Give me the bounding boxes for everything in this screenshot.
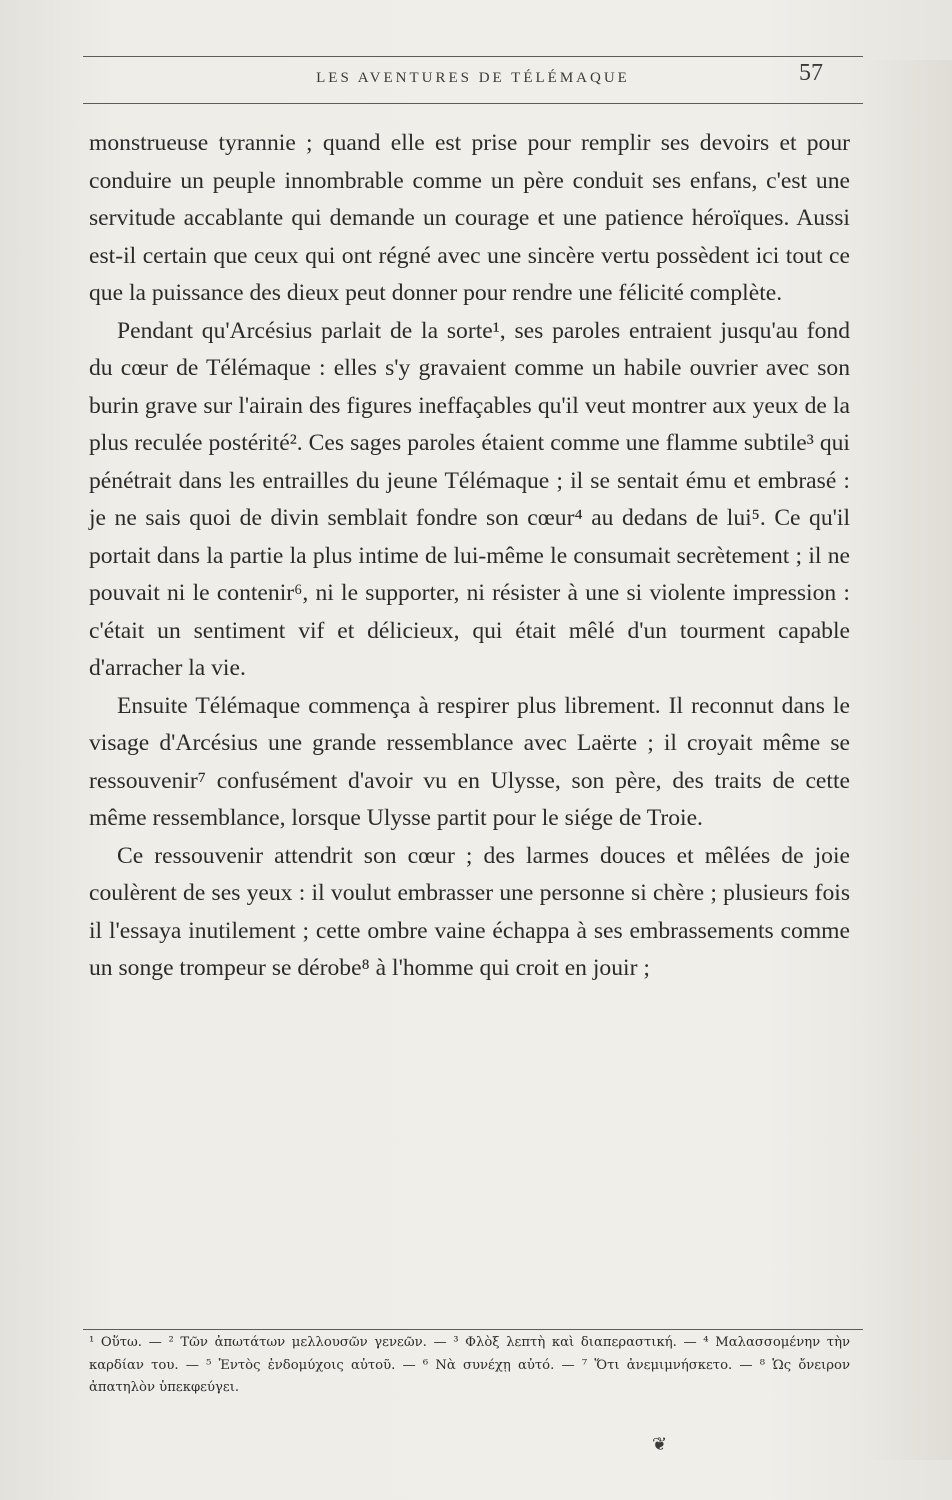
ornament-icon: ❦ xyxy=(652,1434,668,1455)
running-title: LES AVENTURES DE TÉLÉMAQUE xyxy=(316,70,630,86)
paragraph: Ce ressouvenir attendrit son cœur ; des larmes douces et mêlées de joie coulèrent de ses yeux : il voulut embrasser une personne si chère ; plusieurs fois il l'essaya inutilement ; cette ombre vaine échappa à ses embrassements comme un songe trompeur se dérobe⁸ à l'homme qui croit en jouir ; xyxy=(89,842,850,981)
paragraph: Pendant qu'Arcésius parlait de la sorte¹, ses paroles entraient jusqu'au fond du cœur de Télémaque : elles s'y gravaient comme un habile ouvrier avec son burin grave sur l'airain des figures ineffaçables qu'il veut montrer aux yeux de la plus reculée postérité². Ces sages paroles étaient comme une flamme subtile³ qui pénétrait dans les entrailles du jeune Télémaque ; il se sentait ému et embrasé : je ne sais quoi de divin semblait fondre son cœur⁴ au dedans de lui⁵. Ce qu'il portait dans la partie la plus intime de lui-même le consumait secrètement ; il ne pouvait ni le contenir⁶, ni le supporter, ni résister à une si violente impression : c'était un sentiment vif et délicieux, qui était mêlé d'un tourment capable d'arracher la vie. xyxy=(89,317,850,681)
footnotes: ¹ Οὕτω. — ² Τῶν ἀπωτάτων μελλουσῶν γενεῶν. — ³ Φλὸξ λεπτὴ καὶ διαπεραστική. — ⁴ Μαλασσομένην τὴν καρδίαν του. — ⁵ Ἐντὸς ἐνδομύχοις αὐτοῦ. — ⁶ Νὰ συνέχῃ αὐτό. — ⁷ Ὅτι ἀνεμιμνήσκετο. — ⁸ Ὡς ὄνειρον ἀπατηλὸν ὑπεκφεύγει. xyxy=(89,1335,850,1395)
body-text xyxy=(89,125,850,988)
footnote-rule xyxy=(83,1329,863,1330)
paragraph: Ensuite Télémaque commença à respirer plus librement. Il reconnut dans le visage d'Arcésius une grande ressemblance avec Laërte ; il croyait même se ressouvenir⁷ confusément d'avoir vu en Ulysse, son père, des traits de cette même ressemblance, lorsque Ulysse partit pour le siége de Troie. xyxy=(89,692,850,831)
page-number: 57 xyxy=(799,60,823,86)
top-rule xyxy=(83,56,863,57)
paragraph: monstrueuse tyrannie ; quand elle est prise pour remplir ses devoirs et pour conduire un peuple innombrable comme un père conduit ses enfans, c'est une servitude accablante qui demande un courage et une patience héroïques. Aussi est-il certain que ceux qui ont régné avec une sincère vertu possèdent ici tout ce que la puissance des dieux peut donner pour rendre une félicité complète. xyxy=(89,130,850,306)
show-through-shadow xyxy=(862,60,952,1460)
header-rule xyxy=(83,103,863,104)
running-head xyxy=(83,60,863,100)
